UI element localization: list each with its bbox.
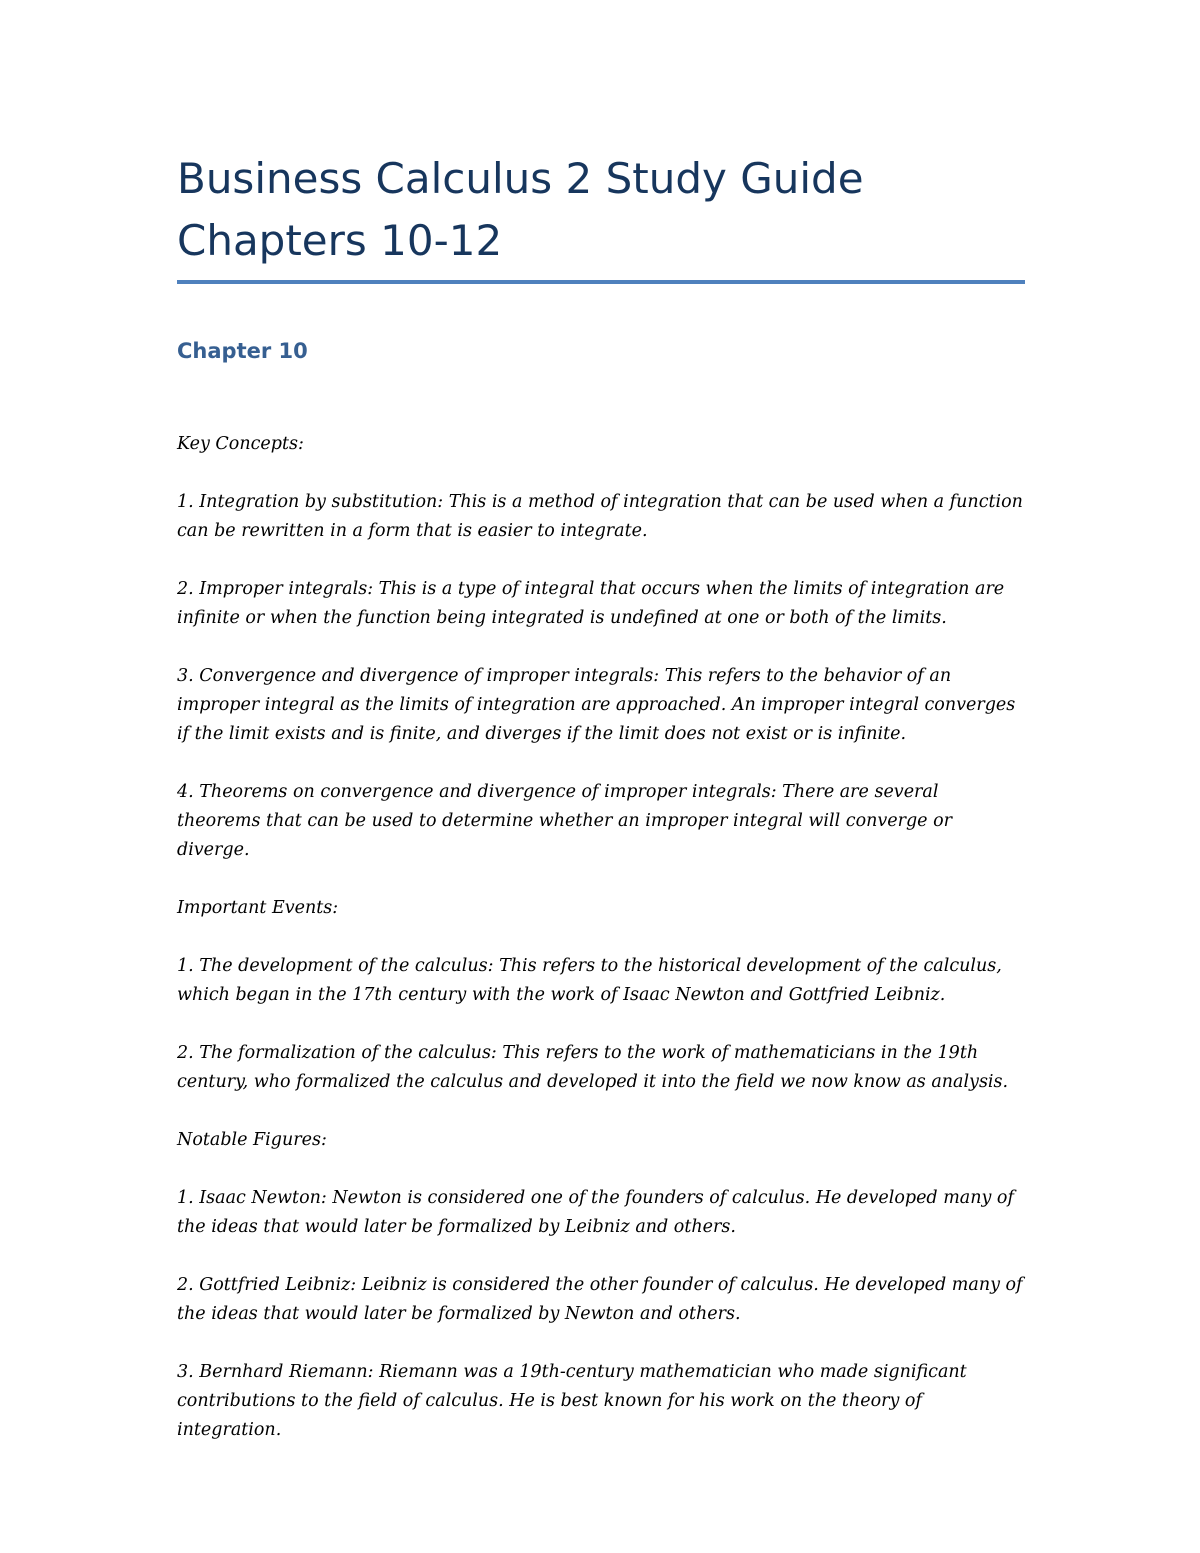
title-underline xyxy=(177,280,1025,284)
important-events-label: Important Events: xyxy=(177,898,339,918)
document-title xyxy=(177,148,1027,272)
title-line-2: Chapters 10-12 xyxy=(177,216,503,265)
important-event-item: 1. The development of the calculus: This refers to the historical development of the calculus, which began in the 17th century with the work of Isaac Newton and Gottfried Leibniz. xyxy=(177,956,1002,1005)
notable-figure-item: 3. Bernhard Riemann: Riemann was a 19th-century mathematician who made significant contributions to the field of calculus. He is best known for his work on the theory of integration. xyxy=(177,1362,967,1440)
chapter-heading: Chapter 10 xyxy=(177,339,308,363)
notable-figure-item: 2. Gottfried Leibniz: Leibniz is considered the other founder of calculus. He developed many of the ideas that would later be formalized by Newton and others. xyxy=(177,1275,1023,1324)
notable-figure-item: 1. Isaac Newton: Newton is considered one of the founders of calculus. He developed many of the ideas that would later be formalized by Leibniz and others. xyxy=(177,1188,1014,1237)
key-concept-item: 4. Theorems on convergence and divergence of improper integrals: There are several theorems that can be used to determine whether an improper integral will converge or diverge. xyxy=(177,782,953,860)
key-concepts-label: Key Concepts: xyxy=(177,434,304,454)
key-concept-item: 2. Improper integrals: This is a type of integral that occurs when the limits of integration are infinite or when the function being integrated is undefined at one or both of the limits. xyxy=(177,579,1005,628)
important-event-item: 2. The formalization of the calculus: This refers to the work of mathematicians in the 19th century, who formalized the calculus and developed it into the field we now know as analysis. xyxy=(177,1043,1009,1092)
notable-figures-label: Notable Figures: xyxy=(177,1130,327,1150)
title-line-1: Business Calculus 2 Study Guide xyxy=(177,154,864,203)
key-concept-item: 1. Integration by substitution: This is a method of integration that can be used when a function can be rewritten in a form that is easier to integrate. xyxy=(177,492,1023,541)
document-page xyxy=(177,148,1027,1445)
key-concept-item: 3. Convergence and divergence of improper integrals: This refers to the behavior of an improper integral as the limits of integration are approached. An improper integral converges if the limit exists and is finite, and diverges if the limit does not exist or is infinite. xyxy=(177,666,1016,744)
